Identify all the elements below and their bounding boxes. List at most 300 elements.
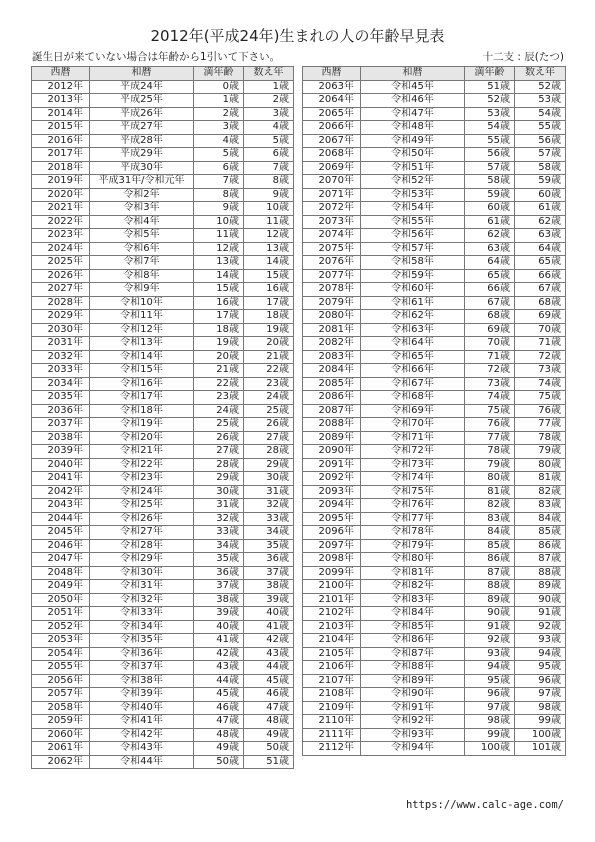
header-full-age: 満年齢 <box>194 67 244 81</box>
cell-full-age: 40歳 <box>194 620 244 634</box>
cell-western-year: 2045年 <box>32 526 90 540</box>
cell-japanese-era: 令和17年 <box>90 391 194 405</box>
table-row <box>303 134 566 148</box>
cell-western-year: 2028年 <box>32 296 90 310</box>
cell-traditional-age: 94歳 <box>515 647 566 661</box>
table-row <box>32 377 294 391</box>
cell-full-age: 87歳 <box>465 566 515 580</box>
cell-western-year: 2081年 <box>303 323 361 337</box>
cell-japanese-era: 令和36年 <box>90 647 194 661</box>
table-row <box>32 472 294 486</box>
cell-traditional-age: 69歳 <box>515 310 566 324</box>
cell-western-year: 2026年 <box>32 269 90 283</box>
cell-full-age: 81歳 <box>465 485 515 499</box>
cell-traditional-age: 74歳 <box>515 377 566 391</box>
table-row <box>303 715 566 729</box>
cell-traditional-age: 76歳 <box>515 404 566 418</box>
cell-western-year: 2020年 <box>32 188 90 202</box>
table-row <box>303 283 566 297</box>
cell-japanese-era: 令和61年 <box>361 296 465 310</box>
cell-full-age: 56歳 <box>465 148 515 162</box>
cell-japanese-era: 令和4年 <box>90 215 194 229</box>
cell-traditional-age: 100歳 <box>515 728 566 742</box>
cell-japanese-era: 令和2年 <box>90 188 194 202</box>
table-row <box>32 593 294 607</box>
cell-traditional-age: 50歳 <box>244 742 294 756</box>
table-row <box>32 661 294 675</box>
cell-western-year: 2044年 <box>32 512 90 526</box>
cell-traditional-age: 6歳 <box>244 148 294 162</box>
cell-full-age: 36歳 <box>194 566 244 580</box>
cell-full-age: 62歳 <box>465 229 515 243</box>
cell-japanese-era: 令和64年 <box>361 337 465 351</box>
cell-full-age: 90歳 <box>465 607 515 621</box>
cell-full-age: 48歳 <box>194 728 244 742</box>
table-row <box>32 404 294 418</box>
cell-full-age: 25歳 <box>194 418 244 432</box>
cell-traditional-age: 93歳 <box>515 634 566 648</box>
cell-japanese-era: 令和41年 <box>90 715 194 729</box>
cell-full-age: 66歳 <box>465 283 515 297</box>
cell-japanese-era: 令和22年 <box>90 458 194 472</box>
cell-full-age: 14歳 <box>194 269 244 283</box>
table-row <box>303 512 566 526</box>
cell-japanese-era: 令和39年 <box>90 688 194 702</box>
table-row <box>32 337 294 351</box>
cell-western-year: 2089年 <box>303 431 361 445</box>
table-row <box>32 715 294 729</box>
cell-full-age: 55歳 <box>465 134 515 148</box>
table-row <box>303 566 566 580</box>
cell-western-year: 2101年 <box>303 593 361 607</box>
cell-full-age: 8歳 <box>194 188 244 202</box>
cell-japanese-era: 令和70年 <box>361 418 465 432</box>
cell-traditional-age: 66歳 <box>515 269 566 283</box>
cell-full-age: 34歳 <box>194 539 244 553</box>
cell-traditional-age: 80歳 <box>515 458 566 472</box>
cell-full-age: 20歳 <box>194 350 244 364</box>
cell-traditional-age: 38歳 <box>244 580 294 594</box>
cell-western-year: 2111年 <box>303 728 361 742</box>
cell-japanese-era: 令和11年 <box>90 310 194 324</box>
cell-traditional-age: 92歳 <box>515 620 566 634</box>
cell-japanese-era: 令和44年 <box>90 755 194 769</box>
table-row <box>303 742 566 756</box>
table-row <box>32 485 294 499</box>
table-row <box>303 391 566 405</box>
cell-japanese-era: 令和20年 <box>90 431 194 445</box>
cell-traditional-age: 42歳 <box>244 634 294 648</box>
cell-full-age: 13歳 <box>194 256 244 270</box>
table-row <box>32 512 294 526</box>
cell-western-year: 2049年 <box>32 580 90 594</box>
cell-traditional-age: 21歳 <box>244 350 294 364</box>
cell-western-year: 2094年 <box>303 499 361 513</box>
cell-full-age: 99歳 <box>465 728 515 742</box>
cell-western-year: 2021年 <box>32 202 90 216</box>
cell-western-year: 2088年 <box>303 418 361 432</box>
cell-full-age: 93歳 <box>465 647 515 661</box>
cell-japanese-era: 令和52年 <box>361 175 465 189</box>
cell-traditional-age: 39歳 <box>244 593 294 607</box>
cell-traditional-age: 99歳 <box>515 715 566 729</box>
cell-japanese-era: 令和67年 <box>361 377 465 391</box>
cell-japanese-era: 令和49年 <box>361 134 465 148</box>
cell-traditional-age: 67歳 <box>515 283 566 297</box>
cell-western-year: 2047年 <box>32 553 90 567</box>
cell-western-year: 2040年 <box>32 458 90 472</box>
header-western-year: 西暦 <box>303 67 361 81</box>
cell-full-age: 6歳 <box>194 161 244 175</box>
cell-full-age: 63歳 <box>465 242 515 256</box>
cell-traditional-age: 51歳 <box>244 755 294 769</box>
cell-western-year: 2080年 <box>303 310 361 324</box>
table-row <box>303 310 566 324</box>
cell-japanese-era: 令和24年 <box>90 485 194 499</box>
table-row <box>303 688 566 702</box>
cell-japanese-era: 令和28年 <box>90 539 194 553</box>
cell-full-age: 76歳 <box>465 418 515 432</box>
cell-western-year: 2027年 <box>32 283 90 297</box>
cell-japanese-era: 令和42年 <box>90 728 194 742</box>
cell-western-year: 2050年 <box>32 593 90 607</box>
cell-western-year: 2095年 <box>303 512 361 526</box>
cell-traditional-age: 84歳 <box>515 512 566 526</box>
cell-japanese-era: 令和69年 <box>361 404 465 418</box>
cell-traditional-age: 78歳 <box>515 431 566 445</box>
cell-full-age: 92歳 <box>465 634 515 648</box>
cell-japanese-era: 平成25年 <box>90 94 194 108</box>
cell-japanese-era: 令和23年 <box>90 472 194 486</box>
cell-japanese-era: 令和14年 <box>90 350 194 364</box>
table-row <box>303 377 566 391</box>
table-row <box>32 229 294 243</box>
cell-traditional-age: 46歳 <box>244 688 294 702</box>
cell-traditional-age: 91歳 <box>515 607 566 621</box>
cell-western-year: 2077年 <box>303 269 361 283</box>
cell-traditional-age: 2歳 <box>244 94 294 108</box>
cell-western-year: 2042年 <box>32 485 90 499</box>
cell-western-year: 2053年 <box>32 634 90 648</box>
cell-japanese-era: 令和93年 <box>361 728 465 742</box>
cell-japanese-era: 令和51年 <box>361 161 465 175</box>
cell-traditional-age: 15歳 <box>244 269 294 283</box>
cell-japanese-era: 令和21年 <box>90 445 194 459</box>
cell-western-year: 2079年 <box>303 296 361 310</box>
table-row <box>32 350 294 364</box>
cell-traditional-age: 68歳 <box>515 296 566 310</box>
cell-traditional-age: 14歳 <box>244 256 294 270</box>
cell-western-year: 2029年 <box>32 310 90 324</box>
table-row <box>303 539 566 553</box>
cell-full-age: 12歳 <box>194 242 244 256</box>
cell-western-year: 2072年 <box>303 202 361 216</box>
table-row <box>32 566 294 580</box>
cell-japanese-era: 令和45年 <box>361 80 465 94</box>
table-row <box>32 269 294 283</box>
cell-western-year: 2055年 <box>32 661 90 675</box>
cell-western-year: 2032年 <box>32 350 90 364</box>
zodiac-label: 十二支 : 辰(たつ) <box>482 51 564 63</box>
cell-full-age: 39歳 <box>194 607 244 621</box>
table-row <box>303 269 566 283</box>
cell-japanese-era: 令和78年 <box>361 526 465 540</box>
table-row <box>303 404 566 418</box>
cell-japanese-era: 令和6年 <box>90 242 194 256</box>
cell-western-year: 2013年 <box>32 94 90 108</box>
cell-full-age: 64歳 <box>465 256 515 270</box>
cell-western-year: 2022年 <box>32 215 90 229</box>
cell-full-age: 82歳 <box>465 499 515 513</box>
cell-japanese-era: 令和73年 <box>361 458 465 472</box>
table-row <box>32 418 294 432</box>
cell-traditional-age: 36歳 <box>244 553 294 567</box>
cell-traditional-age: 55歳 <box>515 121 566 135</box>
cell-japanese-era: 令和92年 <box>361 715 465 729</box>
cell-japanese-era: 令和47年 <box>361 107 465 121</box>
cell-japanese-era: 令和29年 <box>90 553 194 567</box>
table-row <box>303 472 566 486</box>
cell-western-year: 2097年 <box>303 539 361 553</box>
cell-traditional-age: 95歳 <box>515 661 566 675</box>
cell-full-age: 79歳 <box>465 458 515 472</box>
cell-traditional-age: 82歳 <box>515 485 566 499</box>
cell-japanese-era: 令和75年 <box>361 485 465 499</box>
table-row <box>303 161 566 175</box>
table-row <box>303 296 566 310</box>
cell-western-year: 2054年 <box>32 647 90 661</box>
cell-full-age: 60歳 <box>465 202 515 216</box>
cell-western-year: 2048年 <box>32 566 90 580</box>
cell-japanese-era: 令和56年 <box>361 229 465 243</box>
cell-traditional-age: 90歳 <box>515 593 566 607</box>
cell-japanese-era: 令和68年 <box>361 391 465 405</box>
cell-japanese-era: 令和54年 <box>361 202 465 216</box>
cell-japanese-era: 令和57年 <box>361 242 465 256</box>
cell-japanese-era: 令和74年 <box>361 472 465 486</box>
cell-japanese-era: 令和30年 <box>90 566 194 580</box>
cell-western-year: 2060年 <box>32 728 90 742</box>
table-row <box>32 445 294 459</box>
table-row <box>32 94 294 108</box>
cell-japanese-era: 平成24年 <box>90 80 194 94</box>
cell-full-age: 54歳 <box>465 121 515 135</box>
cell-full-age: 58歳 <box>465 175 515 189</box>
table-row <box>303 553 566 567</box>
cell-japanese-era: 平成26年 <box>90 107 194 121</box>
cell-japanese-era: 令和27年 <box>90 526 194 540</box>
cell-full-age: 80歳 <box>465 472 515 486</box>
cell-traditional-age: 13歳 <box>244 242 294 256</box>
cell-japanese-era: 平成27年 <box>90 121 194 135</box>
cell-full-age: 7歳 <box>194 175 244 189</box>
table-row <box>32 80 294 94</box>
table-row <box>32 310 294 324</box>
cell-western-year: 2066年 <box>303 121 361 135</box>
table-row <box>303 593 566 607</box>
cell-full-age: 9歳 <box>194 202 244 216</box>
cell-traditional-age: 62歳 <box>515 215 566 229</box>
cell-japanese-era: 平成31年/令和元年 <box>90 175 194 189</box>
table-row <box>303 701 566 715</box>
cell-traditional-age: 70歳 <box>515 323 566 337</box>
cell-japanese-era: 平成30年 <box>90 161 194 175</box>
cell-western-year: 2091年 <box>303 458 361 472</box>
cell-traditional-age: 87歳 <box>515 553 566 567</box>
cell-western-year: 2090年 <box>303 445 361 459</box>
age-table-right <box>302 66 566 756</box>
table-row <box>32 296 294 310</box>
cell-full-age: 15歳 <box>194 283 244 297</box>
cell-traditional-age: 5歳 <box>244 134 294 148</box>
cell-traditional-age: 20歳 <box>244 337 294 351</box>
cell-traditional-age: 11歳 <box>244 215 294 229</box>
cell-traditional-age: 45歳 <box>244 674 294 688</box>
cell-full-age: 11歳 <box>194 229 244 243</box>
cell-full-age: 84歳 <box>465 526 515 540</box>
cell-traditional-age: 58歳 <box>515 161 566 175</box>
table-row <box>32 283 294 297</box>
cell-japanese-era: 令和85年 <box>361 620 465 634</box>
cell-japanese-era: 令和9年 <box>90 283 194 297</box>
cell-western-year: 2075年 <box>303 242 361 256</box>
table-body-right <box>303 80 566 755</box>
cell-western-year: 2106年 <box>303 661 361 675</box>
cell-japanese-era: 令和7年 <box>90 256 194 270</box>
cell-japanese-era: 令和81年 <box>361 566 465 580</box>
table-row <box>32 539 294 553</box>
cell-western-year: 2056年 <box>32 674 90 688</box>
cell-traditional-age: 29歳 <box>244 458 294 472</box>
cell-western-year: 2063年 <box>303 80 361 94</box>
cell-traditional-age: 77歳 <box>515 418 566 432</box>
cell-japanese-era: 令和48年 <box>361 121 465 135</box>
table-row <box>303 121 566 135</box>
cell-full-age: 1歳 <box>194 94 244 108</box>
cell-western-year: 2103年 <box>303 620 361 634</box>
cell-japanese-era: 令和15年 <box>90 364 194 378</box>
table-row <box>303 80 566 94</box>
cell-western-year: 2041年 <box>32 472 90 486</box>
cell-western-year: 2035年 <box>32 391 90 405</box>
cell-traditional-age: 35歳 <box>244 539 294 553</box>
cell-full-age: 22歳 <box>194 377 244 391</box>
cell-western-year: 2030年 <box>32 323 90 337</box>
cell-full-age: 91歳 <box>465 620 515 634</box>
cell-japanese-era: 令和34年 <box>90 620 194 634</box>
cell-full-age: 69歳 <box>465 323 515 337</box>
cell-japanese-era: 令和46年 <box>361 94 465 108</box>
cell-western-year: 2064年 <box>303 94 361 108</box>
cell-western-year: 2087年 <box>303 404 361 418</box>
cell-full-age: 77歳 <box>465 431 515 445</box>
cell-western-year: 2110年 <box>303 715 361 729</box>
table-row <box>303 418 566 432</box>
cell-japanese-era: 令和76年 <box>361 499 465 513</box>
cell-western-year: 2058年 <box>32 701 90 715</box>
cell-traditional-age: 52歳 <box>515 80 566 94</box>
cell-traditional-age: 4歳 <box>244 121 294 135</box>
cell-japanese-era: 令和89年 <box>361 674 465 688</box>
cell-western-year: 2037年 <box>32 418 90 432</box>
footer-url: https://www.calc-age.com/ <box>405 799 564 811</box>
table-row <box>303 107 566 121</box>
cell-western-year: 2015年 <box>32 121 90 135</box>
cell-full-age: 17歳 <box>194 310 244 324</box>
table-row <box>32 202 294 216</box>
cell-japanese-era: 令和86年 <box>361 634 465 648</box>
table-row <box>32 728 294 742</box>
cell-traditional-age: 44歳 <box>244 661 294 675</box>
cell-western-year: 2046年 <box>32 539 90 553</box>
table-row <box>32 107 294 121</box>
header-japanese-era: 和暦 <box>361 67 465 81</box>
cell-traditional-age: 17歳 <box>244 296 294 310</box>
table-row <box>32 674 294 688</box>
table-row <box>303 188 566 202</box>
cell-traditional-age: 1歳 <box>244 80 294 94</box>
cell-traditional-age: 18歳 <box>244 310 294 324</box>
cell-japanese-era: 令和71年 <box>361 431 465 445</box>
cell-full-age: 94歳 <box>465 661 515 675</box>
cell-full-age: 98歳 <box>465 715 515 729</box>
table-row <box>303 323 566 337</box>
cell-western-year: 2014年 <box>32 107 90 121</box>
cell-traditional-age: 97歳 <box>515 688 566 702</box>
cell-full-age: 47歳 <box>194 715 244 729</box>
cell-japanese-era: 令和26年 <box>90 512 194 526</box>
cell-traditional-age: 85歳 <box>515 526 566 540</box>
cell-full-age: 31歳 <box>194 499 244 513</box>
table-row <box>32 580 294 594</box>
table-row <box>32 364 294 378</box>
cell-full-age: 75歳 <box>465 404 515 418</box>
cell-traditional-age: 31歳 <box>244 485 294 499</box>
cell-western-year: 2092年 <box>303 472 361 486</box>
cell-traditional-age: 71歳 <box>515 337 566 351</box>
cell-traditional-age: 96歳 <box>515 674 566 688</box>
table-row <box>303 94 566 108</box>
cell-japanese-era: 令和63年 <box>361 323 465 337</box>
cell-traditional-age: 22歳 <box>244 364 294 378</box>
cell-full-age: 100歳 <box>465 742 515 756</box>
cell-full-age: 35歳 <box>194 553 244 567</box>
cell-japanese-era: 令和77年 <box>361 512 465 526</box>
cell-traditional-age: 16歳 <box>244 283 294 297</box>
cell-western-year: 2012年 <box>32 80 90 94</box>
cell-full-age: 30歳 <box>194 485 244 499</box>
cell-japanese-era: 令和31年 <box>90 580 194 594</box>
table-row <box>32 755 294 769</box>
cell-western-year: 2023年 <box>32 229 90 243</box>
cell-traditional-age: 49歳 <box>244 728 294 742</box>
table-row <box>303 458 566 472</box>
cell-japanese-era: 令和66年 <box>361 364 465 378</box>
cell-western-year: 2038年 <box>32 431 90 445</box>
cell-japanese-era: 令和18年 <box>90 404 194 418</box>
cell-japanese-era: 令和8年 <box>90 269 194 283</box>
cell-japanese-era: 令和83年 <box>361 593 465 607</box>
table-row <box>32 701 294 715</box>
cell-western-year: 2052年 <box>32 620 90 634</box>
cell-full-age: 3歳 <box>194 121 244 135</box>
cell-japanese-era: 令和53年 <box>361 188 465 202</box>
cell-western-year: 2093年 <box>303 485 361 499</box>
cell-western-year: 2096年 <box>303 526 361 540</box>
table-row <box>303 580 566 594</box>
cell-western-year: 2109年 <box>303 701 361 715</box>
cell-japanese-era: 令和65年 <box>361 350 465 364</box>
